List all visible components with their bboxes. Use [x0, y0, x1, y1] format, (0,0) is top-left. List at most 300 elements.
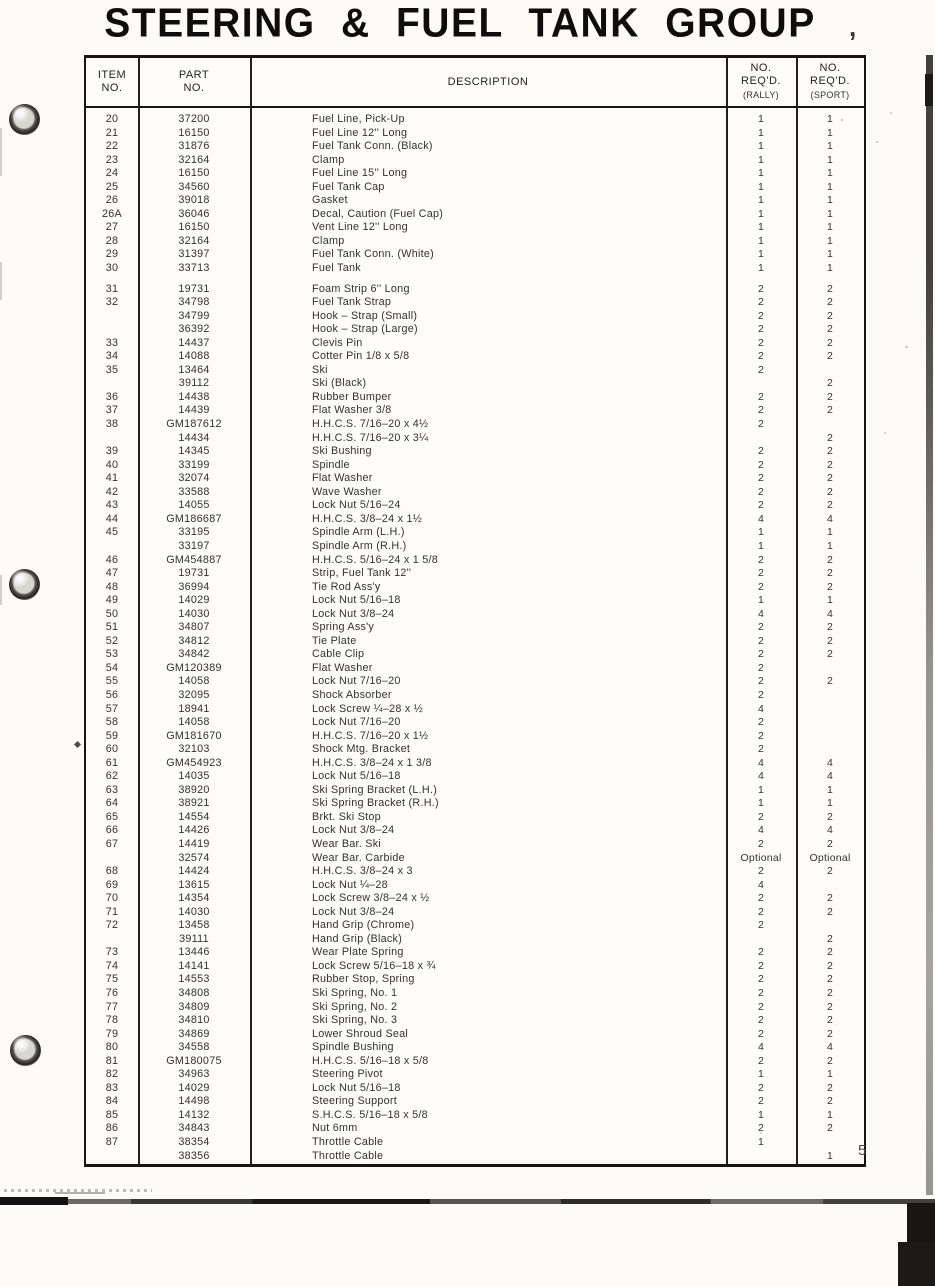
rally-cell: 2	[757, 553, 765, 566]
sport-cell: 4	[826, 512, 834, 525]
item-cell: 83	[105, 1081, 119, 1094]
part-cell: 33588	[178, 485, 210, 498]
sport-cell	[796, 662, 864, 676]
scan-speck	[841, 119, 843, 121]
sport-cell: 2	[826, 377, 834, 390]
desc-cell: Strip, Fuel Tank 12''	[312, 567, 412, 580]
item-cell: 46	[105, 553, 119, 566]
rally-cell: 1	[757, 167, 765, 180]
part-cell: 32574	[178, 851, 210, 864]
part-cell: 39018	[178, 194, 210, 207]
item-cell: 54	[105, 661, 119, 674]
desc-cell: Lock Nut 5/16–18	[312, 594, 401, 607]
item-cell	[86, 432, 138, 446]
parts-table	[84, 55, 866, 1167]
item-cell	[86, 377, 138, 391]
desc-cell: H.H.C.S. 5/16–24 x 1 5/8	[312, 553, 439, 566]
table-row	[86, 757, 864, 771]
rally-cell: 2	[757, 810, 765, 823]
item-cell	[86, 540, 138, 554]
desc-cell: Lock Nut ¼–28	[312, 878, 388, 891]
item-cell: 31	[105, 282, 119, 295]
item-cell: 75	[105, 973, 119, 986]
part-cell: 13446	[178, 946, 210, 959]
table-row	[86, 662, 864, 676]
rally-cell: 2	[757, 458, 765, 471]
rally-cell: 2	[757, 987, 765, 999]
part-cell: 34808	[178, 987, 210, 999]
sport-cell: 1	[826, 153, 834, 166]
part-cell: 34799	[178, 309, 210, 322]
part-cell: 16150	[178, 221, 210, 234]
rally-cell: 2	[757, 282, 765, 295]
item-cell: 43	[105, 499, 119, 512]
desc-cell: Lock Screw 5/16–18 x ¾	[312, 959, 436, 972]
sport-cell: 1	[826, 248, 834, 261]
sport-cell: 2	[826, 810, 834, 823]
table-row	[86, 167, 864, 181]
table-row	[86, 919, 864, 933]
part-cell: 33713	[178, 262, 210, 275]
part-cell: 38920	[178, 783, 210, 796]
header-rally-line3: (RALLY)	[743, 90, 779, 100]
part-cell: 14088	[178, 350, 210, 363]
sport-cell: 2	[826, 485, 834, 498]
desc-cell: Gasket	[312, 194, 348, 207]
sport-cell: 2	[826, 1027, 834, 1040]
rally-cell: 1	[757, 113, 765, 125]
rally-cell: 2	[757, 323, 765, 336]
column-divider	[138, 58, 140, 1164]
desc-cell: Cable Clip	[312, 648, 365, 661]
desc-cell: Lock Nut 3/8–24	[312, 905, 395, 918]
sport-cell: 1	[826, 126, 834, 139]
sport-cell	[796, 716, 864, 730]
desc-cell: Spindle Arm (L.H.)	[312, 526, 405, 539]
sport-cell: 2	[826, 1122, 834, 1135]
sport-cell: 2	[826, 865, 834, 878]
desc-cell: H.H.C.S. 7/16–20 x 3¼	[312, 431, 429, 444]
table-row	[86, 1041, 864, 1055]
rally-cell: 4	[757, 756, 765, 769]
item-cell: 47	[105, 567, 119, 580]
rally-cell: 1	[757, 783, 765, 796]
sport-cell: 1	[826, 594, 834, 607]
sport-cell: 1	[826, 1149, 834, 1162]
rally-cell: 2	[757, 729, 765, 742]
part-cell: 38921	[178, 797, 210, 810]
table-row	[86, 337, 864, 351]
table-row	[86, 513, 864, 527]
rally-cell: 2	[757, 621, 765, 634]
table-row	[86, 486, 864, 500]
table-row	[86, 946, 864, 960]
stray-comma-mark: ,	[849, 12, 857, 42]
header-rally-line2: REQ'D.	[741, 75, 781, 87]
page-title: STEERING & FUEL TANK GROUP	[104, 1, 816, 46]
part-cell: 14029	[178, 594, 210, 607]
desc-cell: H.H.C.S. 3/8–24 x 1 3/8	[312, 756, 432, 769]
desc-cell: Spring Ass'y	[312, 621, 375, 634]
rally-cell: 2	[757, 661, 765, 674]
sport-cell: 2	[826, 296, 834, 309]
desc-cell: Brkt. Ski Stop	[312, 810, 381, 823]
sport-cell: 2	[826, 932, 834, 945]
item-cell: 68	[105, 865, 119, 878]
part-cell: 32164	[178, 234, 210, 247]
item-cell	[86, 852, 138, 866]
desc-cell: Fuel Tank	[312, 262, 361, 275]
rally-cell: 1	[757, 1108, 765, 1121]
sport-cell: 2	[826, 1095, 834, 1108]
sport-cell: 4	[826, 607, 834, 620]
sport-cell: 2	[826, 675, 834, 688]
desc-cell: H.H.C.S. 3/8–24 x 3	[312, 865, 413, 878]
table-row	[86, 140, 864, 154]
table-row	[86, 838, 864, 852]
item-cell: 82	[105, 1068, 119, 1081]
rally-cell: 2	[757, 418, 765, 431]
sport-cell: 1	[826, 1068, 834, 1081]
desc-cell: Steering Support	[312, 1095, 398, 1108]
header-part-line1: PART	[178, 69, 210, 81]
rally-cell	[726, 432, 796, 446]
rally-cell: 4	[757, 607, 765, 620]
desc-cell: Vent Line 12'' Long	[312, 221, 408, 234]
part-cell: 14345	[178, 445, 210, 458]
item-cell: 65	[105, 810, 119, 823]
table-row	[86, 811, 864, 825]
desc-cell: Fuel Line 12'' Long	[312, 126, 408, 139]
desc-cell: Lock Nut 5/16–18	[312, 770, 401, 783]
rally-cell: 2	[757, 1014, 765, 1027]
item-cell: 34	[105, 350, 119, 363]
rally-cell: 2	[757, 390, 765, 403]
part-cell: 14437	[178, 336, 210, 349]
part-cell: 33197	[178, 539, 210, 552]
part-cell: 14029	[178, 1081, 210, 1094]
desc-cell: Wear Bar. Ski	[312, 837, 382, 850]
part-cell: 34842	[178, 648, 210, 661]
item-cell: 87	[105, 1136, 119, 1149]
part-cell: GM186687	[166, 512, 222, 525]
item-cell: 61	[105, 756, 119, 769]
rally-cell: 2	[757, 865, 765, 878]
part-cell: GM454887	[166, 553, 222, 566]
table-row	[86, 879, 864, 893]
header-rally-line1: NO.	[750, 62, 772, 74]
rally-cell: 2	[757, 1081, 765, 1094]
sport-cell: 1	[826, 194, 834, 207]
desc-cell: Tie Plate	[312, 634, 357, 647]
scan-edge-mark	[0, 575, 2, 605]
item-cell: 62	[105, 770, 119, 783]
scan-speck	[905, 346, 908, 348]
sport-cell: 1	[826, 797, 834, 810]
table-row	[86, 181, 864, 195]
part-cell: GM181670	[166, 729, 222, 742]
part-cell: 33199	[178, 458, 210, 471]
table-row	[86, 296, 864, 310]
part-cell: 14434	[178, 431, 210, 444]
item-cell: 80	[105, 1041, 119, 1054]
part-cell: 14141	[178, 959, 210, 972]
sport-cell: 2	[826, 336, 834, 349]
desc-cell: Throttle Cable	[312, 1149, 384, 1162]
item-cell: 49	[105, 594, 119, 607]
table-row	[86, 1001, 864, 1015]
rally-cell: 1	[757, 1136, 765, 1149]
header-sport-line2: REQ'D.	[810, 75, 850, 87]
part-cell: 13464	[178, 363, 210, 376]
item-cell: 63	[105, 783, 119, 796]
sport-cell: 2	[826, 1000, 834, 1013]
hole-punch-icon	[10, 1035, 41, 1066]
scan-speck	[876, 141, 878, 143]
rally-cell: 2	[757, 472, 765, 485]
sport-cell	[796, 1136, 864, 1150]
table-row	[86, 154, 864, 168]
item-cell: 20	[105, 113, 119, 125]
rally-cell: 4	[757, 702, 765, 715]
rally-cell: 2	[757, 892, 765, 905]
scan-edge-mark	[0, 262, 2, 300]
sport-cell: 2	[826, 946, 834, 959]
sport-cell	[796, 730, 864, 744]
sport-cell	[796, 364, 864, 378]
part-cell: 32074	[178, 472, 210, 485]
desc-cell: Fuel Tank Conn. (Black)	[312, 140, 433, 153]
item-cell: 81	[105, 1054, 119, 1067]
desc-cell: Nut 6mm	[312, 1122, 358, 1135]
rally-cell: 2	[757, 1054, 765, 1067]
table-row	[86, 635, 864, 649]
header-part-line2: NO.	[183, 82, 205, 94]
sport-cell	[796, 879, 864, 893]
desc-cell: Lock Screw 3/8–24 x ½	[312, 892, 430, 905]
part-cell: 34560	[178, 180, 210, 193]
desc-cell: Hand Grip (Chrome)	[312, 919, 415, 932]
hole-punch-icon	[9, 569, 40, 600]
rally-cell: 2	[757, 634, 765, 647]
table-row	[86, 310, 864, 324]
rally-cell: 2	[757, 946, 765, 959]
part-cell: 34798	[178, 296, 210, 309]
desc-cell: Decal, Caution (Fuel Cap)	[312, 207, 444, 220]
sport-cell: 2	[826, 309, 834, 322]
table-row	[86, 554, 864, 568]
sport-cell	[796, 418, 864, 432]
table-row	[86, 350, 864, 364]
table-row	[86, 391, 864, 405]
item-cell: 45	[105, 526, 119, 539]
sport-cell: 2	[826, 458, 834, 471]
part-cell: GM120389	[166, 661, 222, 674]
desc-cell: Flat Washer	[312, 472, 373, 485]
item-cell: 35	[105, 363, 119, 376]
page-number: 5	[858, 1142, 867, 1159]
sport-cell: 2	[826, 1014, 834, 1027]
rally-cell: 2	[757, 309, 765, 322]
rally-cell: 2	[757, 485, 765, 498]
rally-cell: 1	[757, 526, 765, 539]
item-cell: 71	[105, 905, 119, 918]
item-cell: 74	[105, 959, 119, 972]
part-cell: 14554	[178, 810, 210, 823]
part-cell: 36392	[178, 323, 210, 336]
sport-cell: 2	[826, 905, 834, 918]
header-item-line1: ITEM	[97, 69, 127, 81]
sport-cell	[796, 689, 864, 703]
rally-cell: 2	[757, 716, 765, 729]
page-edge-mark	[925, 74, 933, 106]
sport-cell: 2	[826, 282, 834, 295]
desc-cell: Lower Shroud Seal	[312, 1027, 409, 1040]
table-row	[86, 675, 864, 689]
desc-cell: Clevis Pin	[312, 336, 363, 349]
desc-cell: Tie Rod Ass'y	[312, 580, 381, 593]
part-cell: 14439	[178, 404, 210, 417]
desc-cell: Ski Spring, No. 3	[312, 1014, 398, 1027]
rally-cell: 2	[757, 350, 765, 363]
table-row	[86, 540, 864, 554]
item-cell: 38	[105, 418, 119, 431]
sport-cell: 4	[826, 824, 834, 837]
table-row	[86, 459, 864, 473]
desc-cell: Spindle	[312, 458, 350, 471]
sport-cell: 2	[826, 404, 834, 417]
part-cell: 14498	[178, 1095, 210, 1108]
table-row	[86, 127, 864, 141]
rally-cell	[726, 377, 796, 391]
rally-cell: 1	[757, 194, 765, 207]
header-sport-line3: (SPORT)	[810, 90, 850, 100]
item-cell: 77	[105, 1000, 119, 1013]
item-cell: 73	[105, 946, 119, 959]
item-cell: 26	[105, 194, 119, 207]
desc-cell: Fuel Line 15'' Long	[312, 167, 408, 180]
rally-cell: 2	[757, 905, 765, 918]
desc-cell: Fuel Tank Strap	[312, 296, 392, 309]
rally-cell: 4	[757, 770, 765, 783]
rally-cell: 2	[757, 959, 765, 972]
rally-cell: 2	[757, 837, 765, 850]
part-cell: 14419	[178, 837, 210, 850]
table-row	[86, 432, 864, 446]
item-cell: 29	[105, 248, 119, 261]
desc-cell: Rubber Stop, Spring	[312, 973, 415, 986]
item-cell: 28	[105, 234, 119, 247]
sport-cell: 2	[826, 987, 834, 999]
part-cell: GM187612	[166, 418, 222, 431]
table-row	[86, 221, 864, 235]
rally-cell: 2	[757, 1000, 765, 1013]
part-cell: 16150	[178, 126, 210, 139]
sport-cell: 2	[826, 973, 834, 986]
rally-cell: 2	[757, 1027, 765, 1040]
item-cell: 27	[105, 221, 119, 234]
table-header-row	[86, 58, 864, 108]
rally-cell: 2	[757, 688, 765, 701]
table-row	[86, 364, 864, 378]
scan-corner-shadow	[898, 1242, 935, 1286]
item-cell: 84	[105, 1095, 119, 1108]
part-cell: 14132	[178, 1108, 210, 1121]
desc-cell: Lock Nut 5/16–18	[312, 1081, 401, 1094]
sport-cell: 2	[826, 472, 834, 485]
item-cell: 59	[105, 729, 119, 742]
sport-cell: 2	[826, 567, 834, 580]
sport-cell	[796, 743, 864, 757]
desc-cell: Ski Spring Bracket (L.H.)	[312, 783, 438, 796]
desc-cell: Flat Washer	[312, 661, 373, 674]
table-row	[86, 770, 864, 784]
desc-cell: Wear Bar. Carbide	[312, 851, 405, 864]
rally-cell: 1	[757, 234, 765, 247]
part-cell: 31876	[178, 140, 210, 153]
sport-cell: 1	[826, 783, 834, 796]
sport-cell: 1	[826, 539, 834, 552]
item-cell	[86, 933, 138, 947]
item-cell: 78	[105, 1014, 119, 1027]
header-description-label: DESCRIPTION	[447, 75, 529, 88]
sport-cell	[796, 703, 864, 717]
rally-cell: 1	[757, 180, 765, 193]
item-cell: 44	[105, 512, 119, 525]
desc-cell: S.H.C.S. 5/16–18 x 5/8	[312, 1108, 428, 1121]
item-cell: 60	[105, 743, 119, 756]
header-part-no	[138, 58, 250, 106]
table-row	[86, 784, 864, 798]
scan-speck	[884, 432, 886, 434]
part-cell: 34558	[178, 1041, 210, 1054]
table-body	[86, 108, 867, 1163]
rally-cell: 2	[757, 919, 765, 932]
sport-cell: 2	[826, 499, 834, 512]
item-cell: 26A	[102, 207, 122, 220]
item-cell: 25	[105, 180, 119, 193]
sport-cell: 2	[826, 445, 834, 458]
desc-cell: Ski	[312, 363, 328, 376]
rally-cell: 2	[757, 445, 765, 458]
part-cell: 13458	[178, 919, 210, 932]
table-row	[86, 262, 864, 276]
desc-cell: Lock Screw ¼–28 x ½	[312, 702, 423, 715]
rally-cell: 2	[757, 973, 765, 986]
desc-cell: Lock Nut 3/8–24	[312, 607, 395, 620]
table-row	[86, 824, 864, 838]
rally-cell: 1	[757, 248, 765, 261]
rally-cell: 2	[757, 648, 765, 661]
part-cell: GM180075	[166, 1054, 222, 1067]
part-cell: 37200	[178, 113, 210, 125]
desc-cell: H.H.C.S. 5/16–18 x 5/8	[312, 1054, 429, 1067]
sport-cell: 4	[826, 1041, 834, 1054]
rally-cell: 4	[757, 824, 765, 837]
item-cell: 42	[105, 485, 119, 498]
desc-cell: Ski Spring Bracket (R.H.)	[312, 797, 439, 810]
item-cell: 50	[105, 607, 119, 620]
item-cell: 64	[105, 797, 119, 810]
part-cell: 34843	[178, 1122, 210, 1135]
item-cell: 23	[105, 153, 119, 166]
table-row	[86, 208, 864, 222]
rally-cell: 2	[757, 675, 765, 688]
item-cell: 39	[105, 445, 119, 458]
table-row	[86, 594, 864, 608]
table-row	[86, 472, 864, 486]
desc-cell: Fuel Tank Conn. (White)	[312, 248, 434, 261]
